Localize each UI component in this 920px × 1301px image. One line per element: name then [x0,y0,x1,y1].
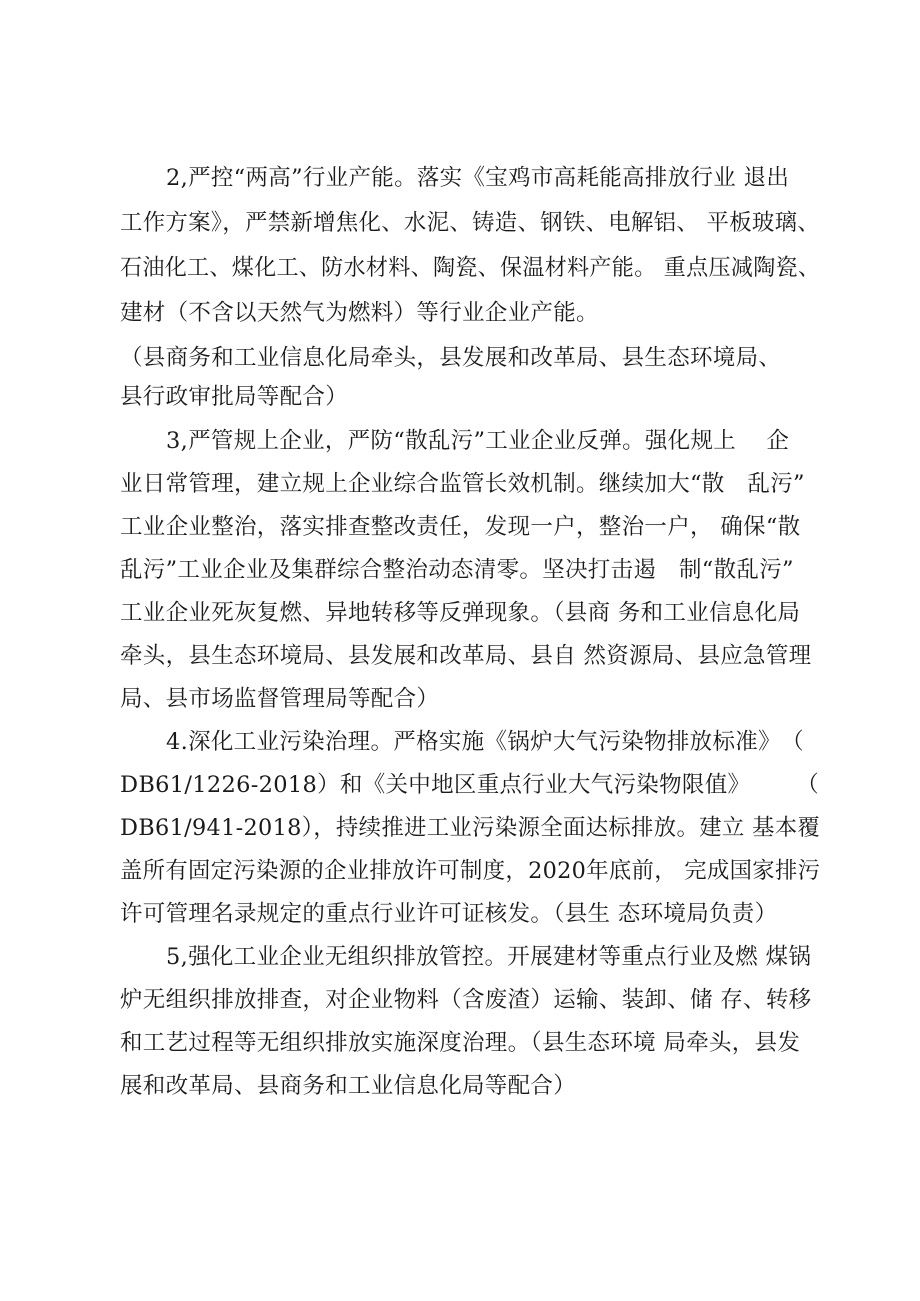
paragraph-line: 乱污”工业企业及集群综合整治动态清零。坚决打击遏 制“散乱污” [120,557,794,583]
paragraph-line: 业日常管理，建立规上企业综合监管长效机制。继续加大“散 乱污” [120,471,805,497]
paragraph-line: 石油化工、煤化工、防水材料、陶瓷、保温材料产能。 重点压减陶瓷、 [120,255,821,281]
paragraph-line: DB61/941-2018），持续推进工业污染源全面达标排放。建立 基本覆 [120,815,821,841]
paragraph-line: 工作方案》，严禁新增焦化、水泥、铸造、钢铁、电解铝、 平板玻璃、 [120,210,821,236]
paragraph-line: 3,严管规上企业，严防“散乱污”工业企业反弹。强化规上 企 [166,428,790,454]
paragraph-line: 建材（不含以天然气为燃料）等行业企业产能。 [120,300,599,326]
paragraph-line: （县商务和工业信息化局牵头，县发展和改革局、县生态环境局、 [120,345,782,371]
paragraph-line: 局、县市场监督管理局等配合） [120,686,440,712]
paragraph-line: 和工艺过程等无组织排放实施深度治理。（县生态环境 局牵头，县发 [120,1030,801,1056]
paragraph-line: 县行政审批局等配合） [120,384,349,410]
paragraph-line: 盖所有固定污染源的企业排放许可制度，2020年底前， 完成国家排污 [120,858,821,884]
paragraph-line: 工业企业死灰复燃、异地转移等反弹现象。（县商 务和工业信息化局 [120,600,801,626]
paragraph-line: 展和改革局、县商务和工业信息化局等配合） [120,1073,577,1099]
paragraph-line: 2,严控“两高”行业产能。落实《宝鸡市高耗能高排放行业 退出 [166,165,790,191]
paragraph-line: 5,强化工业企业无组织排放管控。开展建材等重点行业及燃 煤锅 [166,944,812,970]
paragraph-line: 炉无组织排放排查，对企业物料（含废渣）运输、装卸、储 存、转移 [120,987,812,1013]
paragraph-line: 工业企业整治，落实排查整改责任，发现一户，整治一户， 确保“散 [120,514,801,540]
paragraph-line: 牵头，县生态环境局、县发展和改革局、县自 然资源局、县应急管理 [120,643,812,669]
paragraph-line: 许可管理名录规定的重点行业许可证核发。（县生 态环境局负责） [120,901,778,927]
paragraph-line: 4.深化工业污染治理。严格实施《锅炉大气污染物排放标准》 （ [166,729,804,755]
paragraph-line: DB61/1226-2018）和《关中地区重点行业大气污染物限值》 （ [120,772,820,798]
